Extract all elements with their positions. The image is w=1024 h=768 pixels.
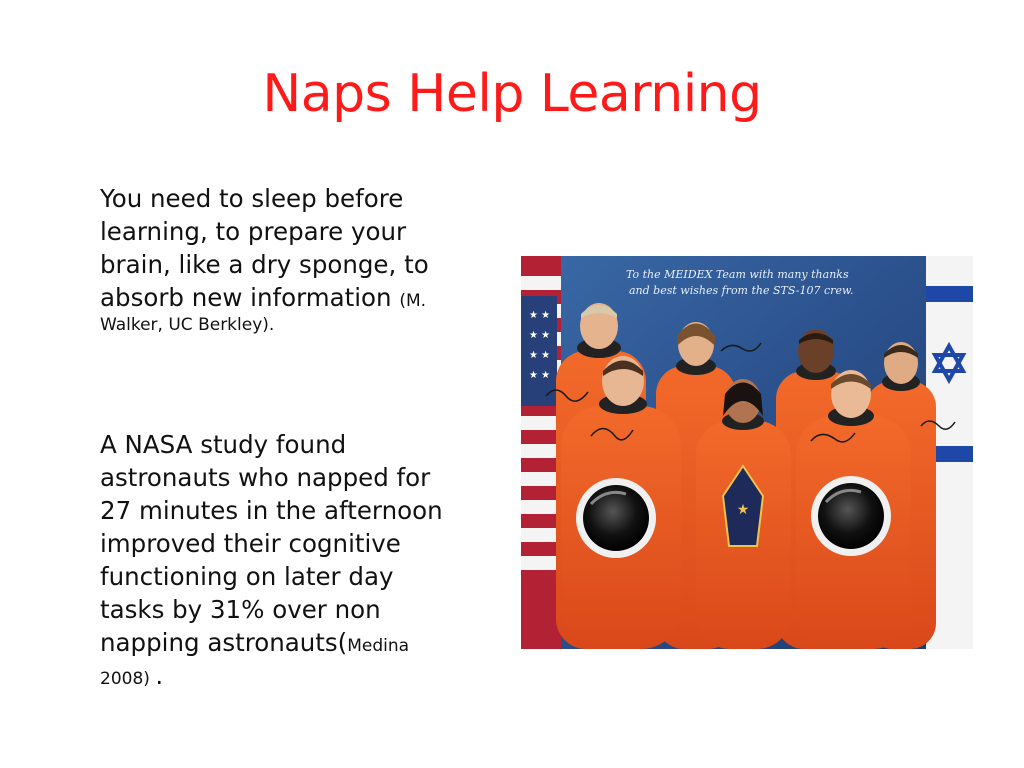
astronaut-crew-photo — [521, 256, 973, 649]
photo-inscription-line1: To the MEIDEX Team with many thanks — [626, 268, 849, 281]
paragraph-nasa-study — [100, 428, 500, 692]
svg-text:★ ★: ★ ★ — [529, 330, 551, 341]
slide-title: Naps Help Learning — [262, 64, 762, 124]
text-main: napping astronauts( — [100, 628, 348, 657]
svg-text:★: ★ — [736, 502, 750, 518]
text-line: learning, to prepare your — [100, 217, 407, 246]
text-line: You need to sleep before — [100, 184, 404, 213]
text-line: tasks by 31% over non — [100, 595, 381, 624]
svg-text:★ ★: ★ ★ — [529, 370, 551, 381]
photo-inscription-line2: and best wishes from the STS-107 crew. — [629, 284, 854, 297]
svg-text:★ ★: ★ ★ — [529, 310, 551, 321]
period: . — [155, 661, 164, 690]
text-line: brain, like a dry sponge, to — [100, 250, 429, 279]
text-line: functioning on later day — [100, 562, 394, 591]
helmet-right-icon — [811, 476, 891, 556]
citation: 2008) — [100, 669, 156, 689]
text-main: absorb new information — [100, 283, 400, 312]
helmet-left-icon — [576, 478, 656, 558]
text-line — [100, 659, 500, 692]
us-flag-icon — [521, 256, 561, 649]
text-line — [100, 281, 500, 314]
text-line: astronauts who napped for — [100, 463, 431, 492]
citation: (M. — [399, 291, 427, 311]
citation: Walker, UC Berkley). — [100, 315, 275, 335]
svg-text:★ ★: ★ ★ — [529, 350, 551, 361]
text-line: improved their cognitive — [100, 529, 401, 558]
citation: Medina — [347, 636, 410, 656]
text-line: 27 minutes in the afternoon — [100, 496, 443, 525]
text-line: A NASA study found — [100, 430, 347, 459]
text-line — [100, 626, 500, 659]
paragraph-sleep-before-learning — [100, 182, 500, 336]
